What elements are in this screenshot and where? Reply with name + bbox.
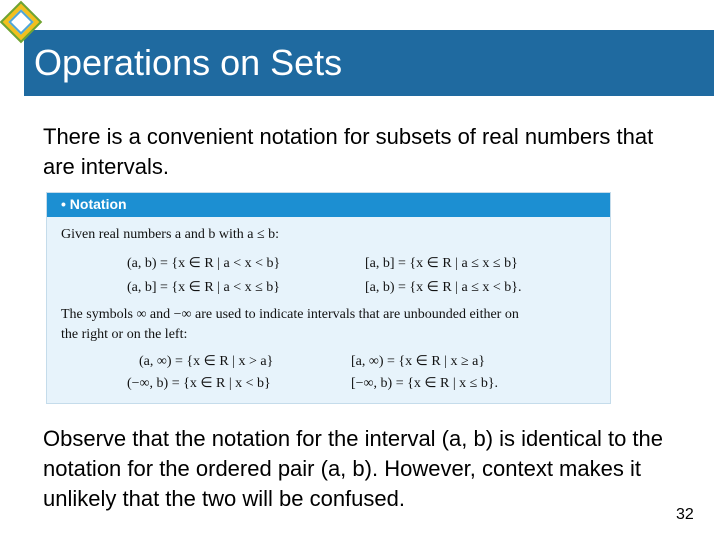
- notation-half-open-left: [a, b) = {x ∈ R | a ≤ x < b}.: [365, 280, 522, 295]
- notation-unbounded-left-open: (−∞, b) = {x ∈ R | x < b}: [127, 376, 271, 391]
- notation-given: Given real numbers a and b with a ≤ b:: [61, 227, 280, 242]
- notation-unbounded-right-open: (a, ∞) = {x ∈ R | x > a}: [139, 354, 274, 369]
- notation-symbols-text: The symbols ∞ and −∞ are used to indicate intervals that are unbounded either on: [61, 307, 519, 322]
- outro-text: Observe that the notation for the interval (a, b) is identical to the notation for the ordered pair (a, b). However, context makes it unlikely that the two will be confused.: [43, 426, 664, 511]
- notation-symbols-text-cont: the right or on the left:: [61, 327, 188, 342]
- notation-closed-interval: [a, b] = {x ∈ R | a ≤ x ≤ b}: [365, 256, 518, 271]
- slide-title: Operations on Sets: [34, 42, 343, 83]
- diamond-logo-inner: [8, 9, 33, 34]
- notation-half-open-right: (a, b] = {x ∈ R | a < x ≤ b}: [127, 280, 281, 295]
- notation-header: [47, 193, 610, 217]
- title-bar: [24, 30, 714, 96]
- intro-text: There is a convenient notation for subsets of real numbers that are intervals.: [43, 124, 654, 179]
- page-number: 32: [676, 506, 694, 523]
- notation-unbounded-left-closed: [−∞, b) = {x ∈ R | x ≤ b}.: [351, 376, 499, 391]
- notation-unbounded-right-closed: [a, ∞) = {x ∈ R | x ≥ a}: [351, 354, 486, 369]
- notation-header-label: • Notation: [61, 196, 127, 212]
- notation-open-interval: (a, b) = {x ∈ R | a < x < b}: [127, 256, 281, 271]
- notation-box: [46, 192, 611, 404]
